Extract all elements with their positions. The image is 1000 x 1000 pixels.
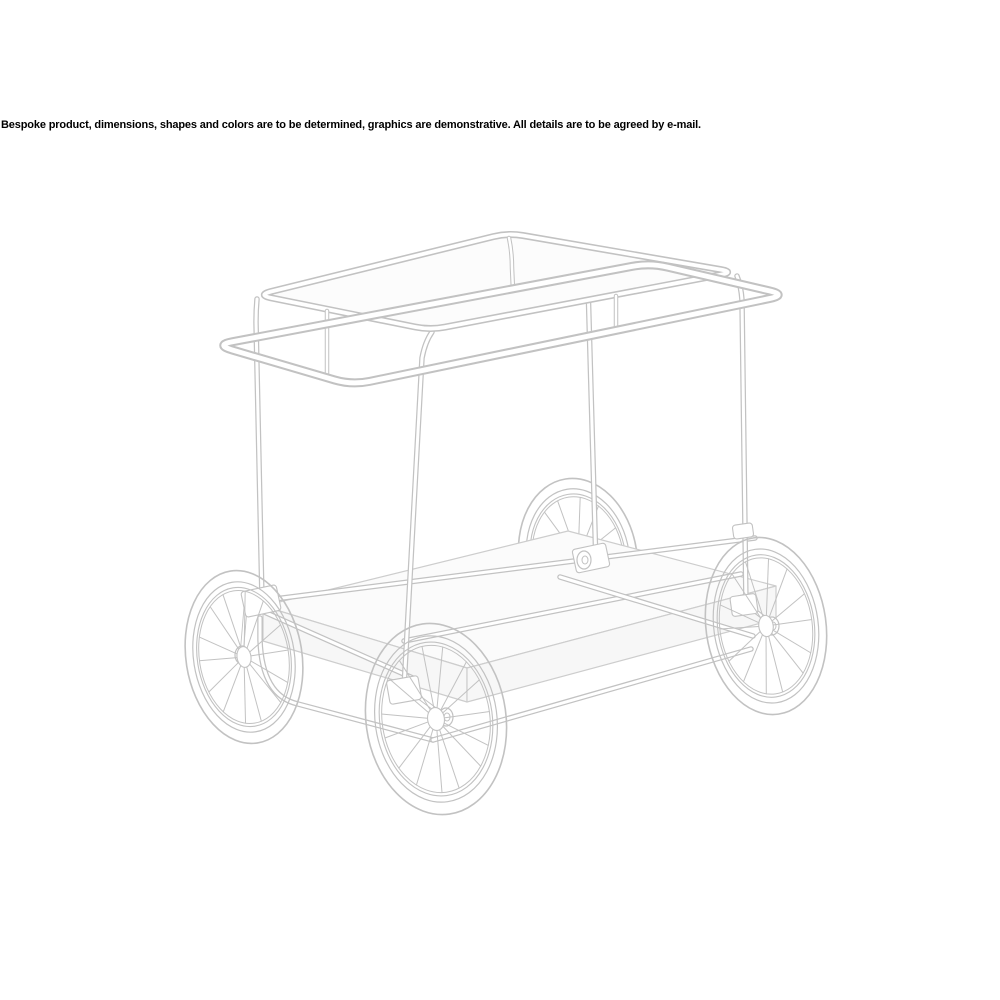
- wheel-front-left-icon: [173, 562, 315, 752]
- disclaimer-text: Bespoke product, dimensions, shapes and colors are to be determined, graphics are demonstrative. All details are to be agreed by e-mail.: [1, 119, 701, 131]
